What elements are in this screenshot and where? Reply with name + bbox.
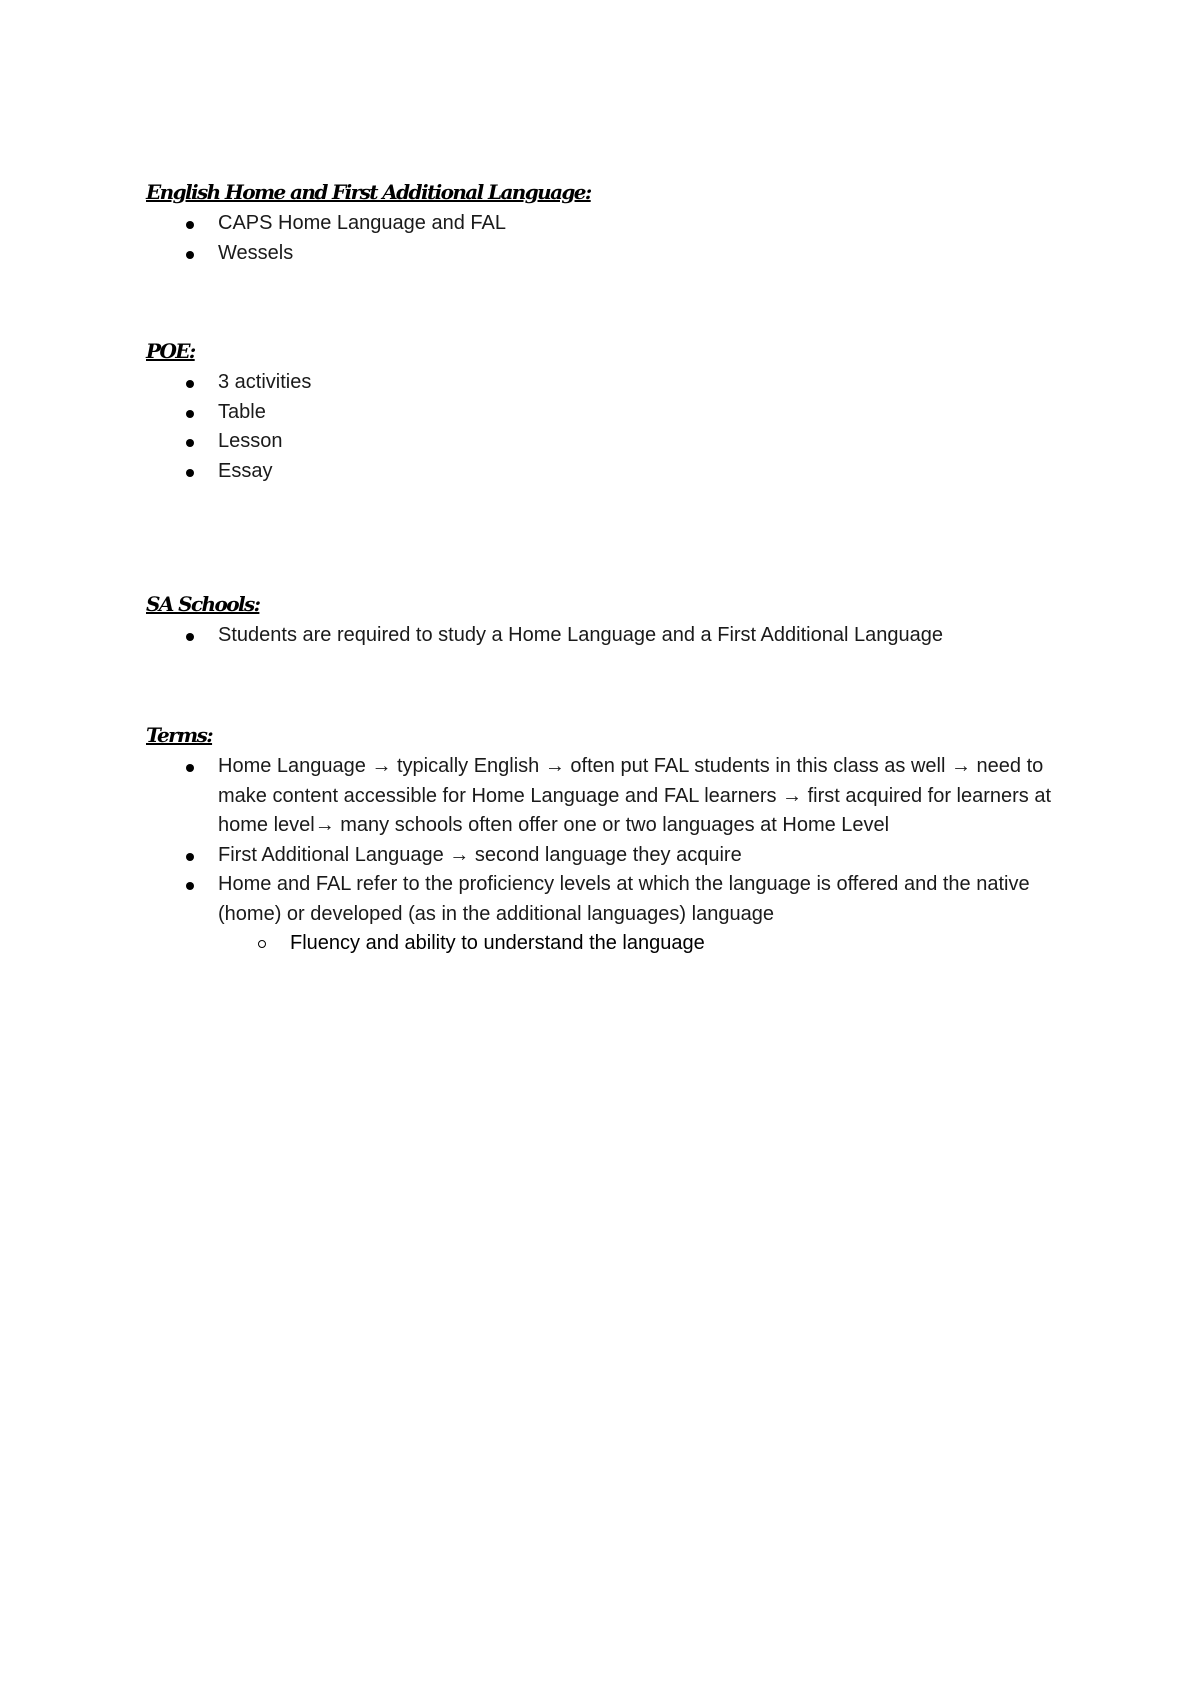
list-item: Essay bbox=[146, 457, 1076, 487]
section-english-home-fal bbox=[146, 179, 1076, 268]
section-poe bbox=[146, 338, 1076, 486]
bullet-list bbox=[146, 368, 1076, 486]
list-item-text: Home and FAL refer to the proficiency levels at which the language is offered and the native (home) or developed (as in the additional languages) language bbox=[218, 873, 1030, 925]
list-item: 3 activities bbox=[146, 368, 1076, 398]
section-heading: SA Schools: bbox=[146, 592, 260, 616]
list-item: Table bbox=[146, 398, 1076, 428]
list-item: Home Language → typically English → often put FAL students in this class as well → need to make content accessible for Home Language and FAL learners → first acquired for learners at home level→ many schools often offer one or two languages at Home Level bbox=[146, 752, 1076, 841]
list-item: CAPS Home Language and FAL bbox=[146, 209, 1076, 239]
list-item: Lesson bbox=[146, 427, 1076, 457]
sub-bullet-list bbox=[218, 929, 1076, 959]
section-terms bbox=[146, 722, 1076, 959]
bullet-list bbox=[146, 752, 1076, 929]
section-sa-schools bbox=[146, 591, 1076, 651]
bullet-list bbox=[146, 209, 1076, 268]
section-heading: Terms: bbox=[146, 723, 213, 747]
list-item: Students are required to study a Home Language and a First Additional Language bbox=[146, 621, 1076, 651]
bullet-list bbox=[146, 621, 1076, 651]
section-heading: POE: bbox=[146, 339, 195, 363]
sub-list-item: Fluency and ability to understand the language bbox=[218, 929, 1076, 959]
list-item: First Additional Language → second language they acquire bbox=[146, 841, 1076, 871]
list-item bbox=[146, 870, 1076, 929]
section-heading: English Home and First Additional Language: bbox=[146, 180, 591, 204]
list-item: Wessels bbox=[146, 239, 1076, 269]
